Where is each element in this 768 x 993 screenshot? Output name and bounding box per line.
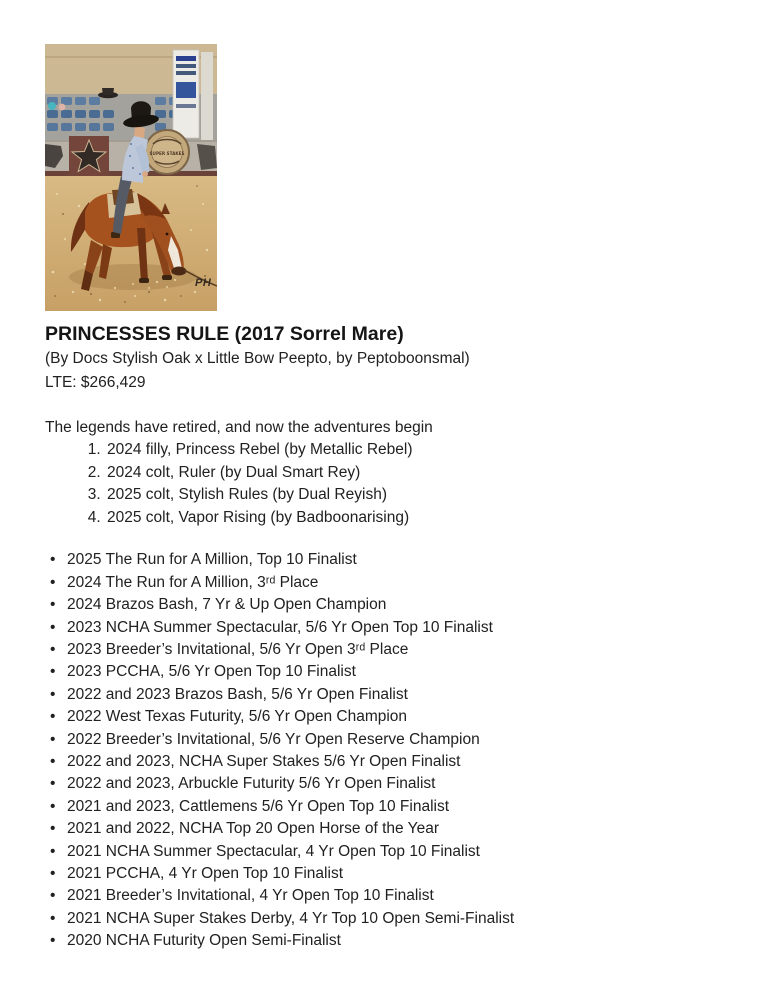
rider-face <box>134 126 145 138</box>
achievement-item: • 2023 PCCHA, 5/6 Yr Open Top 10 Finalist <box>67 661 723 683</box>
horse-eye <box>166 233 169 236</box>
horse-photo <box>45 44 217 311</box>
achievement-item: • 2021 NCHA Super Stakes Derby, 4 Yr Top 10 Open Semi-Finalist <box>67 908 723 930</box>
page-title: PRINCESSES RULE (2017 Sorrel Mare) <box>45 323 404 345</box>
offspring-item: 1. 2024 filly, Princess Rebel (by Metallic Rebel) <box>105 439 723 462</box>
intro-paragraph: The legends have retired, and now the adventures begin <box>45 419 433 436</box>
super-stakes-badge <box>145 130 189 174</box>
achievement-item: • 2023 NCHA Summer Spectacular, 5/6 Yr Open Top 10 Finalist <box>67 617 723 639</box>
horse-muzzle <box>172 267 187 276</box>
achievements-list <box>45 549 723 952</box>
offspring-item: 3. 2025 colt, Stylish Rules (by Dual Reyish) <box>105 484 723 507</box>
arena-banner <box>173 50 213 140</box>
offspring-list <box>45 439 723 529</box>
achievement-item: • 2020 NCHA Futurity Open Semi-Finalist <box>67 930 723 952</box>
offspring-item: 2. 2024 colt, Ruler (by Dual Smart Rey) <box>105 462 723 485</box>
achievement-item: • 2023 Breeder’s Invitational, 5/6 Yr Open 3ʳᵈ Place <box>67 639 723 661</box>
lte-line: LTE: $266,429 <box>45 374 146 391</box>
star-logo <box>69 136 109 176</box>
rider-hand <box>142 171 148 177</box>
achievement-item: • 2021 and 2023, Cattlemens 5/6 Yr Open Top 10 Finalist <box>67 796 723 818</box>
achievement-item: • 2022 and 2023, Arbuckle Futurity 5/6 Yr Open Finalist <box>67 773 723 795</box>
badge-text: SUPER STAKES <box>149 151 185 156</box>
spectator <box>48 102 56 110</box>
offspring-item: 4. 2025 colt, Vapor Rising (by Badboonarising) <box>105 507 723 530</box>
achievement-item: • 2021 Breeder’s Invitational, 4 Yr Open Top 10 Finalist <box>67 885 723 907</box>
horse-photo-illustration <box>45 44 217 311</box>
achievement-item: • 2022 West Texas Futurity, 5/6 Yr Open Champion <box>67 706 723 728</box>
achievement-item: • 2022 and 2023, NCHA Super Stakes 5/6 Yr Open Finalist <box>67 751 723 773</box>
photo-watermark: PH <box>195 277 212 289</box>
achievement-item: • 2022 and 2023 Brazos Bash, 5/6 Yr Open Finalist <box>67 684 723 706</box>
achievement-item: • 2024 The Run for A Million, 3ʳᵈ Place <box>67 572 723 594</box>
achievement-item: • 2021 NCHA Summer Spectacular, 4 Yr Open Top 10 Finalist <box>67 841 723 863</box>
achievement-item: • 2021 PCCHA, 4 Yr Open Top 10 Finalist <box>67 863 723 885</box>
spectator <box>59 104 66 111</box>
achievement-item: • 2021 and 2022, NCHA Top 20 Open Horse of the Year <box>67 818 723 840</box>
achievement-item: • 2025 The Run for A Million, Top 10 Finalist <box>67 549 723 571</box>
achievement-item: • 2024 Brazos Bash, 7 Yr & Up Open Champion <box>67 594 723 616</box>
achievement-item: • 2022 Breeder’s Invitational, 5/6 Yr Open Reserve Champion <box>67 729 723 751</box>
pedigree-line: (By Docs Stylish Oak x Little Bow Peepto, by Peptoboonsmal) <box>45 350 470 367</box>
